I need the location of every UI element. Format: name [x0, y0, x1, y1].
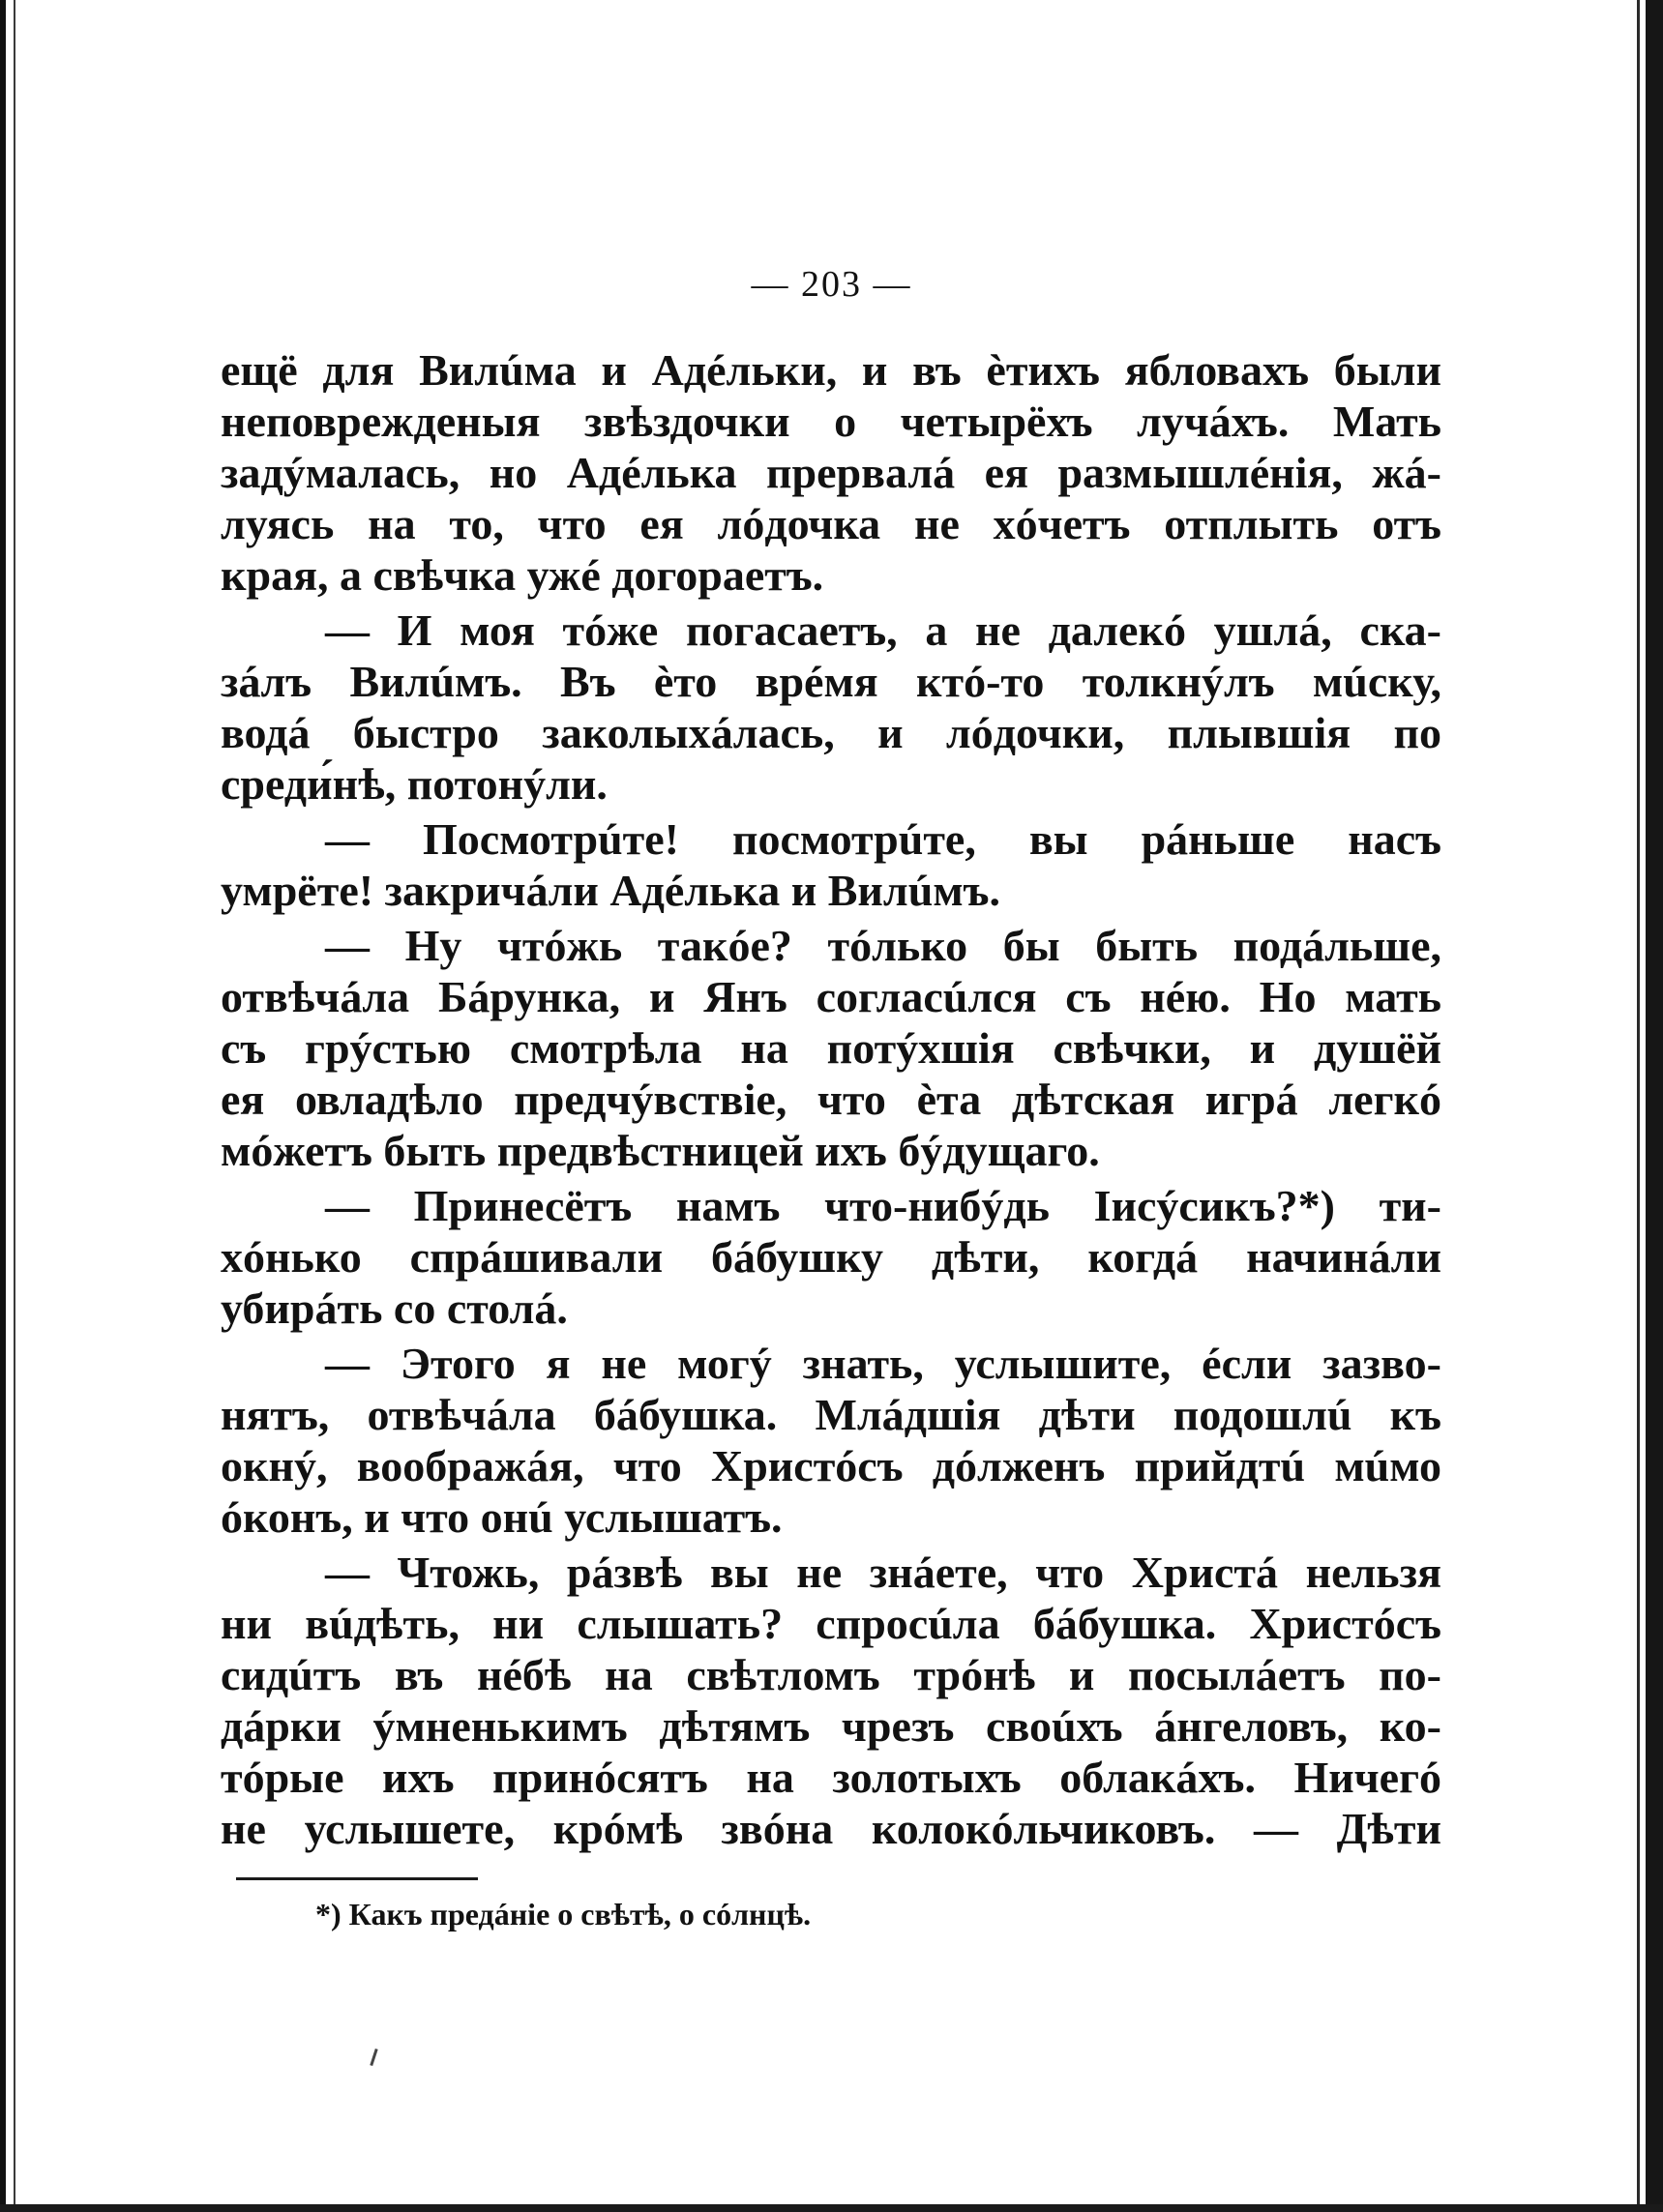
text-line: убирáть со столá. [221, 1283, 568, 1333]
text-line: водá быстро заколыхáлась, и лóдочки, плывшія по [221, 708, 1441, 757]
text-line: — Этого я не могý знать, услышите, éсли зазво- [325, 1339, 1441, 1388]
page-number: — 203 — [751, 264, 912, 305]
scan-border-bottom [0, 2204, 1663, 2212]
footnote-divider [236, 1877, 478, 1880]
paragraph [221, 344, 1441, 601]
body-text [221, 344, 1441, 1858]
text-line: отвѣчáла Бáрунка, и Янъ согласúлся съ нéю. Но мать [221, 972, 1441, 1021]
text-line: ея овладѣло предчýвствіе, что ѐта дѣтская игрá легкó [221, 1075, 1441, 1124]
scan-border-right-inner [1637, 0, 1640, 2212]
text-line: луясь на то, что ея лóдочка не хóчетъ отплыть отъ [221, 499, 1441, 548]
text-line: задýмалась, но Адéлька прервалá ея размышлéнія, жá- [221, 448, 1441, 497]
text-line: неповрежденыя звѣздочки о четырёхъ лучáхъ. Мать [221, 397, 1441, 446]
scan-border-left [0, 0, 6, 2212]
paragraph [221, 1180, 1441, 1334]
text-line: ещё для Вилúма и Адéльки, и въ ѐтихъ ябловахъ были [221, 345, 1441, 395]
text-line: дáрки ýмненькимъ дѣтямъ чрезъ своúхъ áнгеловъ, ко- [221, 1701, 1441, 1751]
paragraph [221, 813, 1441, 916]
text-line: ни вúдѣть, ни слышать? спросúла бáбушка. Христóсъ [221, 1599, 1441, 1648]
paragraph [221, 605, 1441, 810]
text-line: умрёте! закричáли Адéлька и Вилúмъ. [221, 866, 1000, 915]
text-line: тóрые ихъ принóсятъ на золотыхъ облакáхъ. Ничегó [221, 1753, 1441, 1802]
text-line: нятъ, отвѣчáла бáбушка. Млáдшія дѣти подошлú къ [221, 1390, 1441, 1439]
text-line: края, а свѣчка ужé догораетъ. [221, 550, 824, 600]
paragraph [221, 1547, 1441, 1854]
scan-border-left-inner [14, 0, 15, 2212]
text-line: зáлъ Вилúмъ. Въ ѐто врéмя ктó-то толкнýлъ мúску, [221, 657, 1441, 706]
text-line: мóжетъ быть предвѣстницей ихъ бýдущаго. [221, 1126, 1100, 1175]
text-line: среди́нѣ, потонýли. [221, 759, 608, 809]
scan-border-right [1646, 0, 1663, 2212]
text-line: óконъ, и что онú услышатъ. [221, 1492, 783, 1542]
text-line: хóнько спрáшивали бáбушку дѣти, когдá начинáли [221, 1232, 1441, 1282]
text-line: съ грýстью смотрѣла на потýхшія свѣчки, и душёй [221, 1023, 1441, 1073]
text-line: — Чтожь, рáзвѣ вы не знáете, что Христá нельзя [325, 1548, 1441, 1597]
text-line: не услышете, крóмѣ звóна колокóльчиковъ. — Дѣти [221, 1804, 1441, 1853]
text-line: — И моя тóже погасаетъ, а не далекó ушлá, ска- [325, 605, 1441, 655]
text-line: окнý, воображáя, что Христóсъ дóлженъ прийдтú мúмо [221, 1441, 1441, 1490]
paragraph [221, 920, 1441, 1176]
paragraph [221, 1338, 1441, 1543]
text-line: — Посмотрúте! посмотрúте, вы рáньше насъ [325, 814, 1441, 864]
text-line: — Принесётъ намъ что-нибýдь Іисýсикъ?*) ти- [325, 1181, 1441, 1230]
scan-speck [370, 2049, 377, 2066]
footnote: *) Какъ предáніе о свѣтѣ, о сóлнцѣ. [315, 1897, 812, 1932]
text-line: — Ну чтóжь такóе? тóлько бы быть подáльше, [325, 921, 1441, 970]
text-line: сидúтъ въ нéбѣ на свѣтломъ трóнѣ и посылáетъ по- [221, 1650, 1441, 1699]
